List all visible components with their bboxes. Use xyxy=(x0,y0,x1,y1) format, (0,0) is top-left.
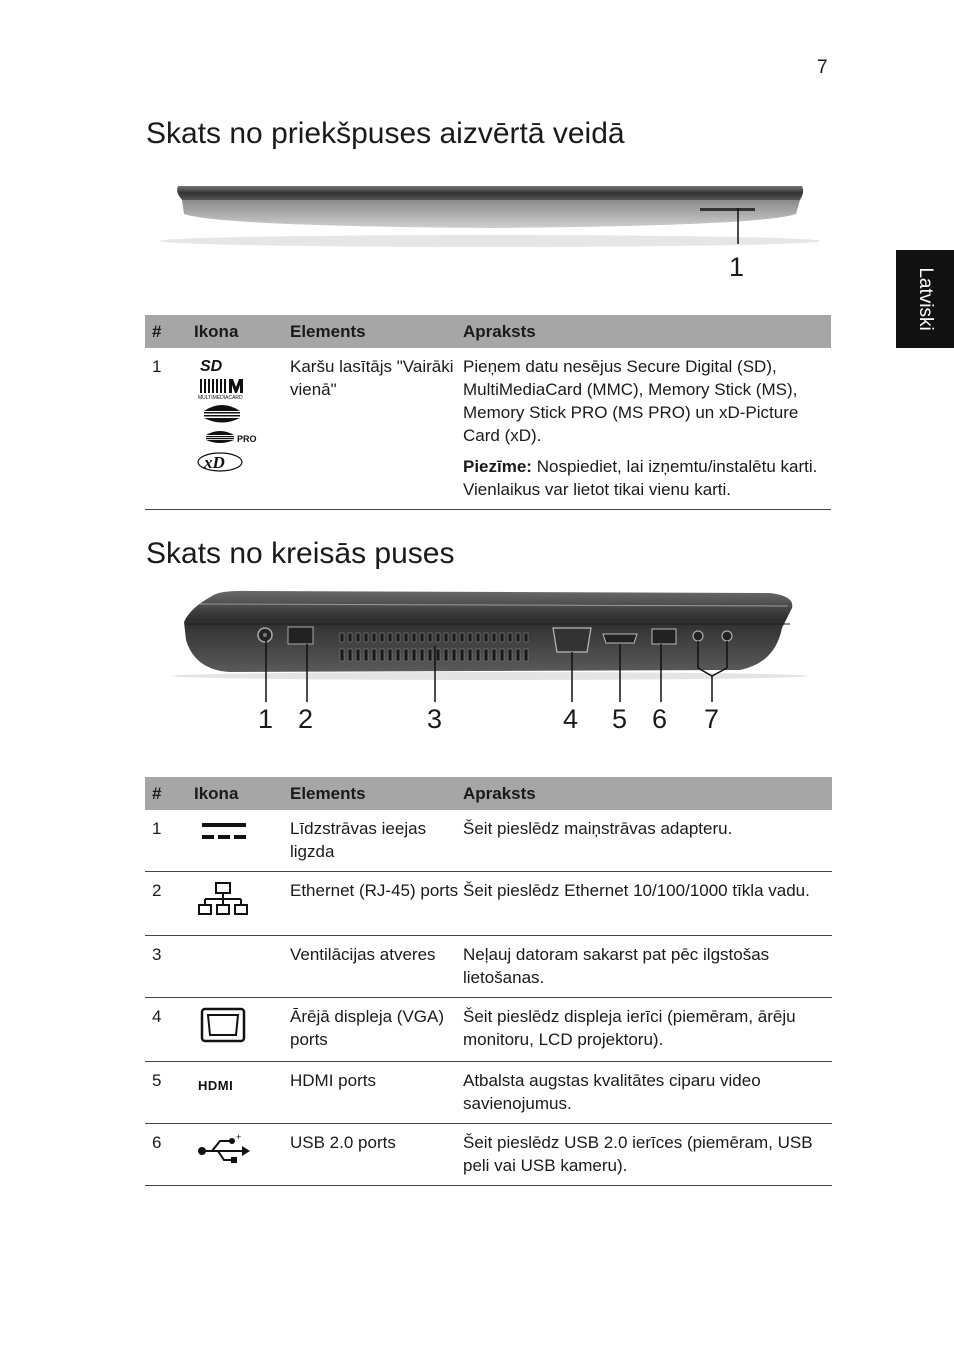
table-header-row xyxy=(145,315,831,348)
header-description: Apraksts xyxy=(463,315,831,348)
mmc-logo: MULTIMEDIACARD xyxy=(198,395,243,401)
row-description: Atbalsta augstas kvalitātes ciparu video savienojumus. xyxy=(463,1062,832,1124)
table-row xyxy=(145,936,832,998)
table-row xyxy=(145,1062,832,1124)
row-element: Ventilācijas atveres xyxy=(290,936,463,998)
row-num: 1 xyxy=(145,810,194,872)
note-text: Nospiediet, lai izņemtu/instalētu karti. Vienlaikus var lietot tikai vienu karti. xyxy=(463,457,818,499)
row-element: Karšu lasītājs "Vairāki vienā" xyxy=(290,348,463,510)
row-description: Šeit pieslēdz maiņstrāvas adapteru. xyxy=(463,810,832,872)
row-num: 1 xyxy=(145,348,194,510)
ms-pro-logo: PRO xyxy=(237,434,257,444)
left-callout-6: 6 xyxy=(652,704,668,734)
header-num: # xyxy=(145,777,194,810)
header-num: # xyxy=(145,315,194,348)
row-num: 5 xyxy=(145,1062,194,1124)
row-description: Neļauj datoram sakarst pat pēc ilgstošas lietošanas. xyxy=(463,936,832,998)
front-callout-1: 1 xyxy=(729,252,745,282)
laptop-left-illustration xyxy=(170,588,810,713)
svg-text:+: + xyxy=(236,1132,242,1142)
usb-icon xyxy=(194,1131,254,1167)
row-num: 3 xyxy=(145,936,194,998)
left-callout-3: 3 xyxy=(427,704,443,734)
table-header-row xyxy=(145,777,832,810)
page-number: 7 xyxy=(817,57,828,78)
sd-logo: SD xyxy=(200,358,223,375)
table-row xyxy=(145,998,832,1062)
header-description: Apraksts xyxy=(463,777,832,810)
row-element: HDMI ports xyxy=(290,1062,463,1124)
xd-logo: xD xyxy=(204,453,225,472)
left-callout-4: 4 xyxy=(563,704,579,734)
front-view-table xyxy=(145,315,831,510)
section-title-front: Skats no priekšpuses aizvērtā veidā xyxy=(146,117,625,150)
hdmi-logo-text: HDMI xyxy=(198,1078,234,1093)
header-element: Elements xyxy=(290,777,463,810)
table-row xyxy=(145,872,832,936)
row-description: Šeit pieslēdz USB 2.0 ierīces (piemēram, USB peli vai USB kameru). xyxy=(463,1124,832,1186)
left-callout-7: 7 xyxy=(704,704,720,734)
row-num: 2 xyxy=(145,872,194,936)
row-note xyxy=(463,455,831,501)
left-view-table xyxy=(145,777,832,1186)
dc-power-icon xyxy=(194,817,254,847)
header-element: Elements xyxy=(290,315,463,348)
ethernet-icon xyxy=(194,879,254,919)
row-element: USB 2.0 ports xyxy=(290,1124,463,1186)
left-callout-5: 5 xyxy=(612,704,628,734)
header-icon: Ikona xyxy=(194,777,290,810)
row-element: Ethernet (RJ-45) ports xyxy=(290,872,463,936)
vga-icon xyxy=(194,1005,254,1045)
row-num: 4 xyxy=(145,998,194,1062)
left-callout-1: 1 xyxy=(258,704,274,734)
card-reader-logos-icon xyxy=(194,355,274,475)
row-element: Līdzstrāvas ieejas ligzda xyxy=(290,810,463,872)
language-tab-label: Latviski xyxy=(915,267,936,331)
header-icon: Ikona xyxy=(194,315,290,348)
table-row xyxy=(145,810,832,872)
row-icon-empty xyxy=(194,936,290,998)
hdmi-icon xyxy=(194,1069,254,1099)
laptop-front-illustration xyxy=(160,178,820,288)
row-description: Pieņem datu nesējus Secure Digital (SD), MultiMediaCard (MMC), Memory Stick (MS), Memory Stick PRO (MS PRO) un xD-Picture Card (xD). xyxy=(463,357,799,445)
row-description: Šeit pieslēdz Ethernet 10/100/1000 tīkla vadu. xyxy=(463,872,832,936)
language-tab xyxy=(896,250,954,348)
section-title-left: Skats no kreisās puses xyxy=(146,537,455,570)
note-label: Piezīme: xyxy=(463,457,532,476)
left-callout-2: 2 xyxy=(298,704,314,734)
table-row xyxy=(145,348,831,510)
table-row xyxy=(145,1124,832,1186)
row-element: Ārējā displeja (VGA) ports xyxy=(290,998,463,1062)
row-num: 6 xyxy=(145,1124,194,1186)
row-description: Šeit pieslēdz displeja ierīci (piemēram, ārēju monitoru, LCD projektoru). xyxy=(463,998,832,1062)
